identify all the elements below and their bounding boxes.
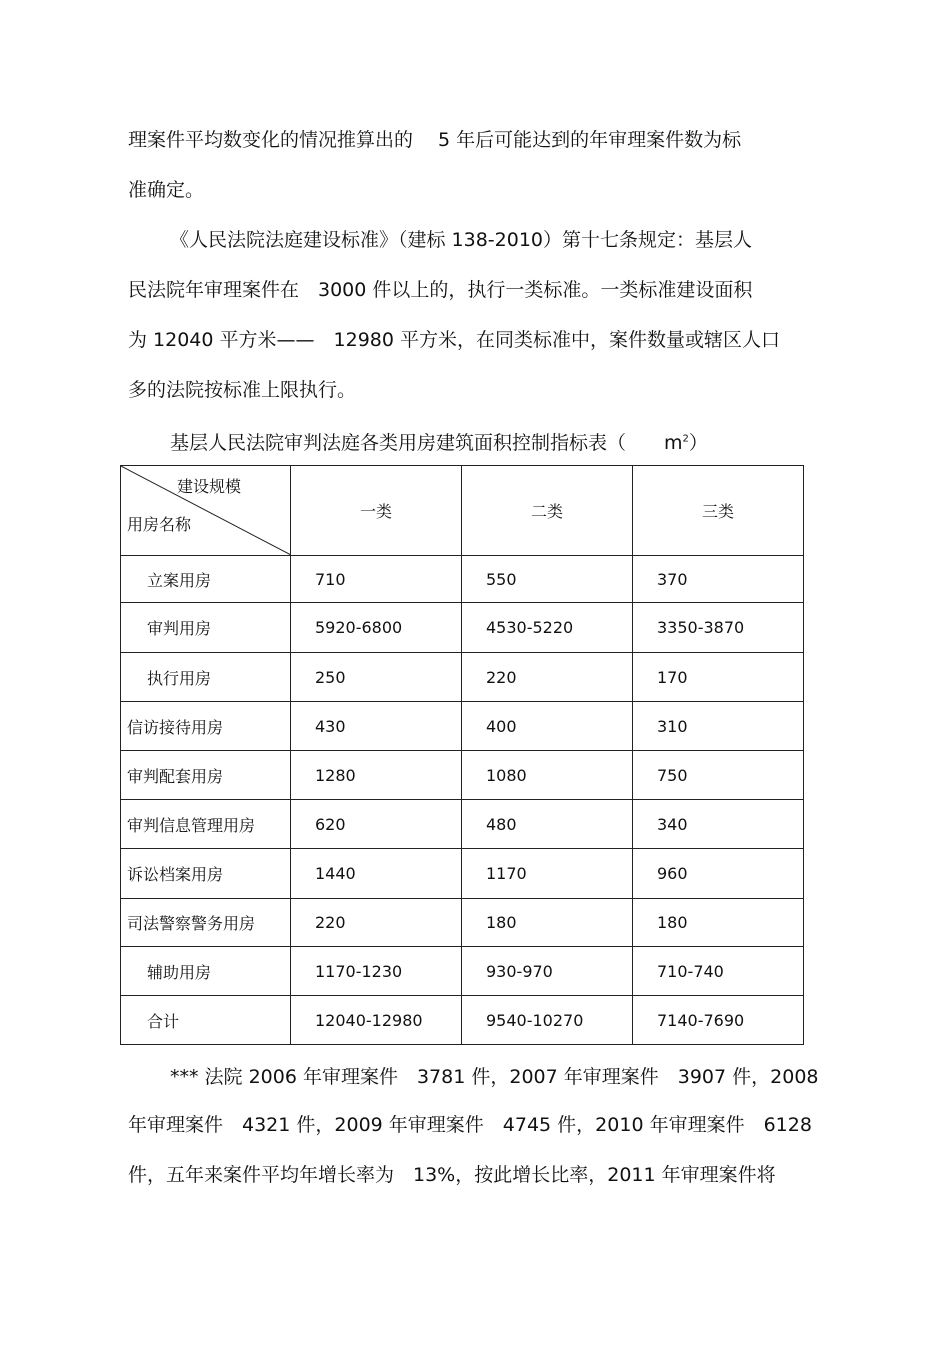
corner-header-cell <box>121 466 291 556</box>
table-cell: 5920-6800 <box>291 603 462 653</box>
table-row <box>121 702 804 751</box>
table-cell: 12040-12980 <box>291 996 462 1045</box>
table-cell: 400 <box>462 702 633 751</box>
table-cell: 220 <box>462 653 633 702</box>
paragraph-line: 年审理案件 4321 件，2009 年审理案件 4745 件，2010 年审理案件 6128 <box>128 1114 812 1136</box>
table-cell: 180 <box>633 899 804 947</box>
table-cell: 170 <box>633 653 804 702</box>
paragraph-line: 件，五年来案件平均年增长率为 13%，按此增长比率，2011 年审理案件将 <box>128 1164 776 1186</box>
table-cell: 3350-3870 <box>633 603 804 653</box>
table-cell: 930-970 <box>462 947 633 996</box>
column-header: 二类 <box>462 466 633 556</box>
table-cell: 1440 <box>291 849 462 899</box>
table-row <box>121 653 804 702</box>
table-caption-text: 基层人民法院审判法庭各类用房建筑面积控制指标表（ m <box>170 432 683 454</box>
table-row <box>121 751 804 800</box>
table-cell: 480 <box>462 800 633 849</box>
row-name: 审判用房 <box>121 603 291 653</box>
row-name: 诉讼档案用房 <box>121 849 291 899</box>
table-row <box>121 849 804 899</box>
table-cell: 1170-1230 <box>291 947 462 996</box>
row-name: 合计 <box>121 996 291 1045</box>
column-header: 一类 <box>291 466 462 556</box>
paragraph-line: *** 法院 2006 年审理案件 3781 件，2007 年审理案件 3907 件，2008 <box>170 1066 819 1088</box>
table-row <box>121 996 804 1045</box>
table-cell: 710-740 <box>633 947 804 996</box>
row-name: 审判配套用房 <box>121 751 291 800</box>
row-name: 司法警察警务用房 <box>121 899 291 947</box>
table-cell: 750 <box>633 751 804 800</box>
table-cell: 180 <box>462 899 633 947</box>
table-cell: 370 <box>633 556 804 603</box>
table-cell: 310 <box>633 702 804 751</box>
table-cell: 4530-5220 <box>462 603 633 653</box>
paragraph-line: 多的法院按标准上限执行。 <box>128 379 357 401</box>
column-header: 三类 <box>633 466 804 556</box>
table-cell: 220 <box>291 899 462 947</box>
table-cell: 1080 <box>462 751 633 800</box>
table-row <box>121 800 804 849</box>
table-cell: 340 <box>633 800 804 849</box>
row-name: 辅助用房 <box>121 947 291 996</box>
paragraph-line: 民法院年审理案件在 3000 件以上的，执行一类标准。一类标准建设面积 <box>128 279 753 301</box>
table-cell: 9540-10270 <box>462 996 633 1045</box>
row-name: 审判信息管理用房 <box>121 800 291 849</box>
row-name: 执行用房 <box>121 653 291 702</box>
paragraph-line: 《人民法院法庭建设标准》（建标 138-2010）第十七条规定：基层人 <box>170 229 753 251</box>
table-caption-sup: 2 <box>682 433 689 445</box>
table-cell: 250 <box>291 653 462 702</box>
table-header-row <box>121 466 804 556</box>
area-table <box>120 465 804 1045</box>
row-name: 信访接待用房 <box>121 702 291 751</box>
table-cell: 960 <box>633 849 804 899</box>
corner-top-label: 建设规模 <box>177 477 242 496</box>
paragraph-line: 准确定。 <box>128 179 205 201</box>
table-row <box>121 603 804 653</box>
table-row <box>121 556 804 603</box>
table-cell: 620 <box>291 800 462 849</box>
table-cell: 1170 <box>462 849 633 899</box>
table-row <box>121 899 804 947</box>
paragraph-line: 为 12040 平方米—— 12980 平方米，在同类标准中，案件数量或辖区人口 <box>128 329 781 351</box>
table-cell: 7140-7690 <box>633 996 804 1045</box>
table-cell: 710 <box>291 556 462 603</box>
table-cell: 550 <box>462 556 633 603</box>
row-name: 立案用房 <box>121 556 291 603</box>
corner-bottom-label: 用房名称 <box>127 515 192 534</box>
table-cell: 1280 <box>291 751 462 800</box>
table-caption-end: ） <box>688 432 708 454</box>
table-cell: 430 <box>291 702 462 751</box>
table-row <box>121 947 804 996</box>
paragraph-line: 理案件平均数变化的情况推算出的 5 年后可能达到的年审理案件数为标 <box>128 129 742 151</box>
table-caption <box>170 428 708 455</box>
